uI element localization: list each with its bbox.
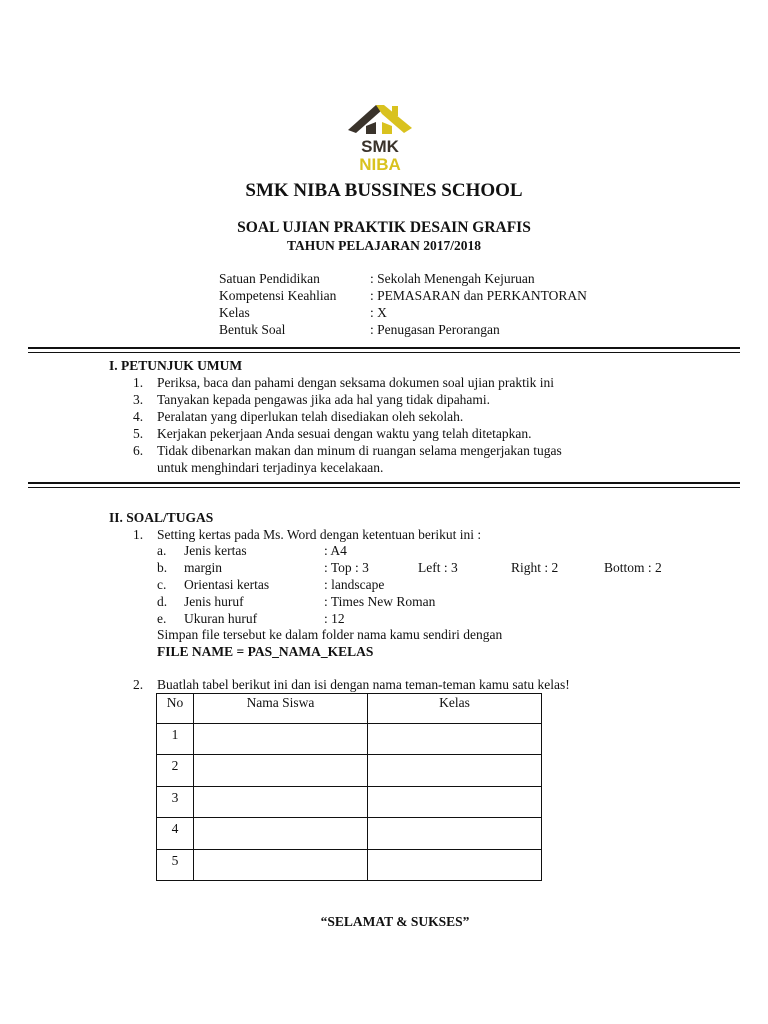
header-nama-siswa: Nama Siswa [194,694,368,724]
exam-title: SOAL UJIAN PRAKTIK DESAIN GRAFIS [237,219,531,236]
list-number: 1. [133,527,144,542]
sub-label: Jenis kertas [184,543,247,558]
info-value: : Sekolah Menengah Kejuruan [370,271,535,286]
divider [28,347,740,349]
name-cell [194,786,368,818]
logo-window-left [366,122,376,134]
school-logo [346,100,414,174]
table-row [157,723,542,755]
row-number: 2 [157,755,194,787]
table-row [157,818,542,850]
class-cell [368,849,542,881]
class-cell [368,723,542,755]
class-cell [368,818,542,850]
list-item: Tanyakan kepada pengawas jika ada hal yang tidak dipahami. [157,392,491,407]
margin-left: Left : 3 [418,560,458,575]
row-number: 1 [157,723,194,755]
logo-text-smk: SMK [361,137,399,156]
margin-top: : Top : 3 [324,560,369,575]
sub-label: Orientasi kertas [184,577,270,592]
info-label: Satuan Pendidikan [219,271,320,286]
save-instruction: Simpan file tersebut ke dalam folder nama kamu sendiri dengan [157,627,503,642]
sub-letter: e. [157,611,167,626]
info-label: Kelas [219,305,250,320]
list-number: 1. [133,375,144,390]
list-number: 4. [133,409,144,424]
margin-bottom: Bottom : 2 [604,560,662,575]
sub-letter: d. [157,594,168,609]
sub-value: : Times New Roman [324,594,436,609]
sub-label: Ukuran huruf [184,611,258,626]
logo-roof-dark [348,105,382,133]
header-no: No [157,694,194,724]
academic-year: TAHUN PELAJARAN 2017/2018 [286,238,481,253]
header-kelas: Kelas [368,694,542,724]
name-cell [194,723,368,755]
table-row [157,849,542,881]
info-label: Bentuk Soal [219,322,286,337]
task-text: Buatlah tabel berikut ini dan isi dengan nama teman-teman kamu satu kelas! [157,677,570,692]
list-item: Kerjakan pekerjaan Anda sesuai dengan waktu yang telah ditetapkan. [157,426,532,441]
name-cell [194,818,368,850]
info-value: : X [370,305,387,320]
table-header-row [157,694,542,724]
divider [28,352,740,353]
sub-letter: b. [157,560,168,575]
name-cell [194,755,368,787]
sub-value: : A4 [324,543,347,558]
info-value: : PEMASARAN dan PERKANTORAN [370,288,587,303]
logo-window-right [382,122,392,134]
row-number: 5 [157,849,194,881]
sub-label: margin [184,560,222,575]
table-row [157,755,542,787]
file-name: FILE NAME = PAS_NAMA_KELAS [157,644,374,659]
list-item: Periksa, baca dan pahami dengan seksama dokumen soal ujian praktik ini [157,375,555,390]
info-label: Kompetensi Keahlian [219,288,337,303]
info-value: : Penugasan Perorangan [370,322,500,337]
divider [28,487,740,488]
logo-chimney [392,106,398,116]
margin-right: Right : 2 [511,560,559,575]
sub-letter: a. [157,543,167,558]
task-text: Setting kertas pada Ms. Word dengan ketentuan berikut ini : [157,527,482,542]
logo-text-niba: NIBA [359,155,401,174]
section-heading: II. SOAL/TUGAS [109,510,214,525]
sub-value: : landscape [324,577,385,592]
class-cell [368,786,542,818]
divider [28,482,740,484]
sub-letter: c. [157,577,167,592]
section-heading: I. PETUNJUK UMUM [109,358,243,373]
list-item: Tidak dibenarkan makan dan minum di ruangan selama mengerjakan tugas [157,443,562,458]
list-number: 5. [133,426,144,441]
school-name: SMK NIBA BUSSINES SCHOOL [245,180,523,201]
list-number: 2. [133,677,144,692]
class-cell [368,755,542,787]
list-item: Peralatan yang diperlukan telah disediakan oleh sekolah. [157,409,464,424]
closing-message: “SELAMAT & SUKSES” [320,914,470,929]
name-cell [194,849,368,881]
table-row [157,786,542,818]
list-number: 6. [133,443,144,458]
student-table [156,693,542,881]
sub-value: : 12 [324,611,345,626]
row-number: 3 [157,786,194,818]
sub-label: Jenis huruf [184,594,244,609]
list-number: 3. [133,392,144,407]
list-item-continued: untuk menghindari terjadinya kecelakaan. [157,460,384,475]
row-number: 4 [157,818,194,850]
